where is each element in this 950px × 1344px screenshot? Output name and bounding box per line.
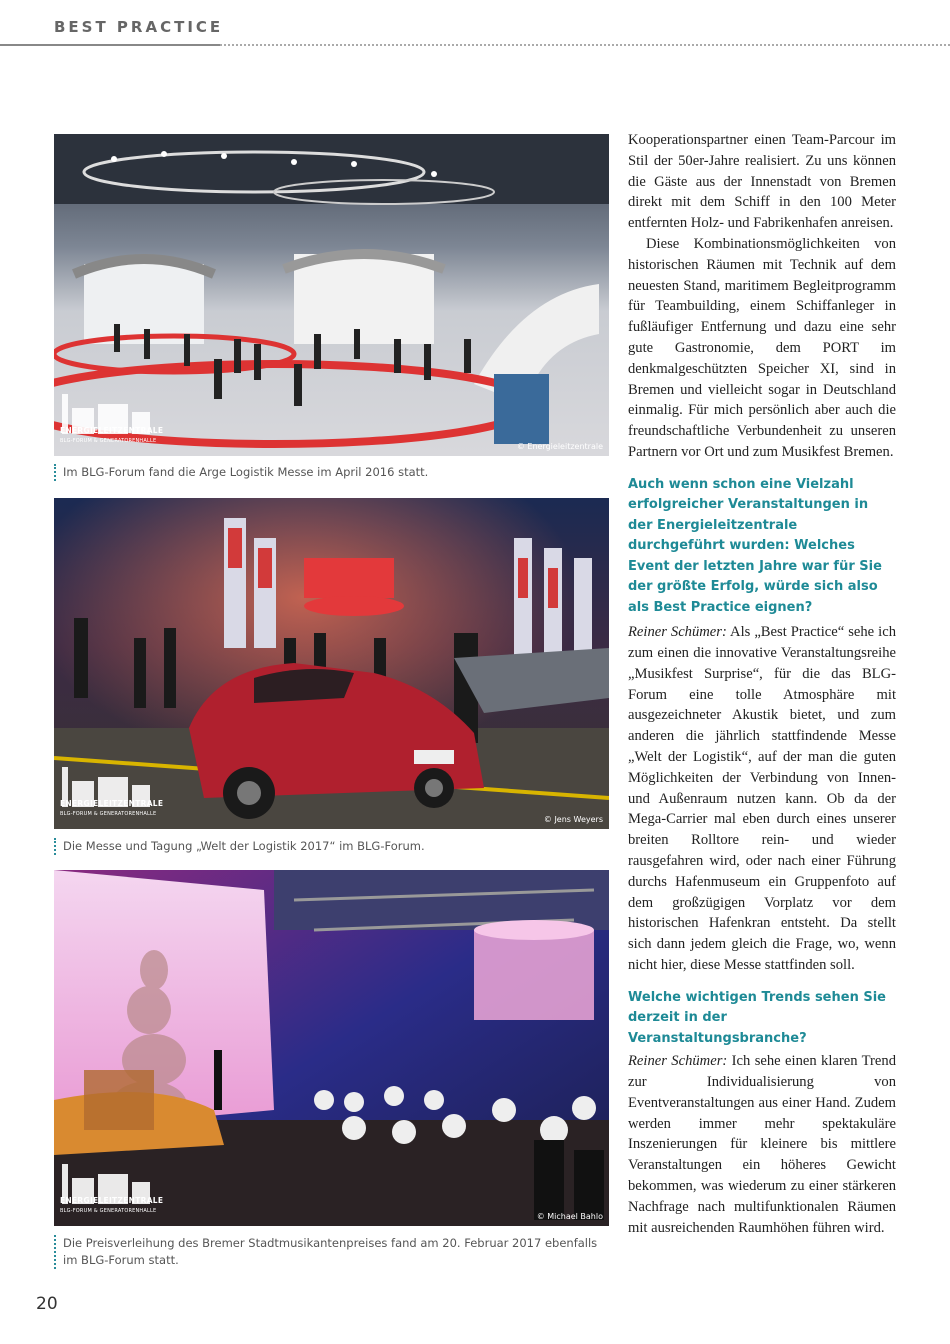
paragraph: Diese Kombinationsmöglichkeiten von historischen Räumen mit Technik auf dem neuesten Stand, maritimem Begleitprogramm für Teambuilding, einem Schiffanleger in fußläufiger Entfernung und dazu eine sehr gute Gastronomie, dem PORT im denkmalgeschützten Speicher XI, sind in Bremen und vielleicht sogar in Deutschland einmalig. Für mich persönlich aber auch die freundschaftliche Verbundenheit zu unseren Partnern vor Ort und zum Musikfest Bremen. [628, 235, 896, 460]
header-rule [0, 44, 220, 46]
answer-text: Als „Best Practice“ sehe ich zum einen die innovative Veranstaltungsreihe „Musikfest Surprise“, für die das BLG-Forum eine tolle Atmosphäre mit ausgezeichneter Akustik bietet, und zum anderen die jährlich stattfindende Messe „Welt der Logistik“, auf der man die guten Möglichkeiten der Verbindung von Innen- und Außenraum nutzen kann. Ob da der Mega-Carrier mal eben durch eines unserer breiten Rolltore rein- und wieder rausgefahren wird, oder nach einer Führung durchs Hafenmuseum ein Gruppenfoto auf dem großzügigen Vorplatz vor dem historischen Hafenkran entsteht. Da stellt sich dann jedem gleich die Frage, wo, wenn nicht hier, diese Messe stattfinden soll. [628, 624, 896, 973]
photo-credit: © Jens Weyers [543, 815, 603, 824]
page-number: 20 [36, 1294, 58, 1314]
paragraph: Kooperationspartner einen Team-Parcour im Stil der 50er-Jahre realisiert. Zu uns können die Gäste aus der Innenstadt von Bremen direkt mit dem Schiff in den 100 Meter entfernten Holz- und Fabrikenhafen anreisen. [628, 132, 896, 232]
interview-answer [628, 1051, 896, 1238]
venue-logo: ENERGIELEITZENTRALE BLG-FORUM & GENERATORENHALLE [60, 426, 164, 444]
photo-logistics-world [54, 498, 609, 829]
header-dotted-rule [220, 44, 950, 46]
answer-text: Ich sehe einen klaren Trend zur Individualisierung von Eventveranstaltungen aus einer Hand. Zudem werden immer mehr spektakuläre Inszenierungen für kleinere bis mittlere Veranstaltungen ein höheres Gewicht bekommen, was wiederum zu einer stärkeren Nachfrage nach multifunktionalen Räumen mit ausreichenden Raumhöhen führen wird. [628, 1053, 896, 1236]
interview-answer [628, 622, 896, 976]
photo-caption: Die Messe und Tagung „Welt der Logistik 2017“ im BLG-Forum. [54, 838, 609, 855]
photo-caption: Die Preisverleihung des Bremer Stadtmusikantenpreises fand am 20. Februar 2017 ebenfalls im BLG-Forum statt. [54, 1235, 609, 1269]
venue-logo: ENERGIELEITZENTRALE BLG-FORUM & GENERATORENHALLE [60, 1196, 164, 1214]
speaker-name: Reiner Schümer: [628, 1053, 728, 1070]
section-label: BEST PRACTICE [54, 18, 224, 36]
photo-award-gala [54, 870, 609, 1226]
photo-credit: © Energieleitzentrale [516, 442, 603, 451]
interview-question: Welche wichtigen Trends sehen Sie derzeit in der Veranstaltungsbranche? [628, 989, 886, 1046]
page-header [0, 0, 950, 48]
speaker-name: Reiner Schümer: [628, 624, 727, 641]
article-column [628, 130, 896, 1238]
venue-logo: ENERGIELEITZENTRALE BLG-FORUM & GENERATORENHALLE [60, 799, 164, 817]
photo-credit: © Michael Bahlo [536, 1212, 603, 1221]
interview-question: Auch wenn schon eine Vielzahl erfolgreicher Veranstaltungen in der Energieleitzentrale durchgeführt wurden: Welches Event der letzten Jahre war für Sie der größte Erfolg, würde sich also als Best Practice eignen? [628, 476, 882, 615]
photo-logistics-fair [54, 134, 609, 456]
photo-caption: Im BLG-Forum fand die Arge Logistik Messe im April 2016 statt. [54, 464, 609, 481]
